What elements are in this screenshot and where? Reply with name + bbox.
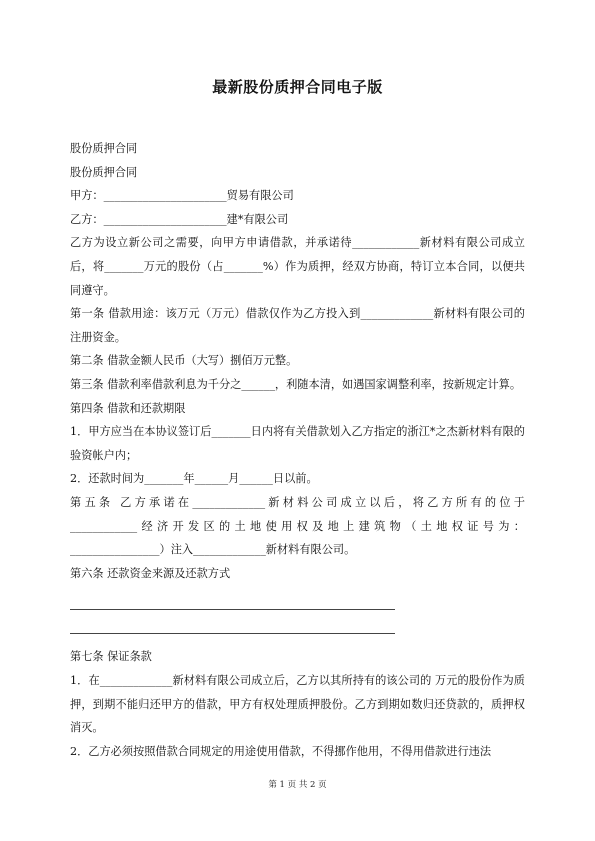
article-3-paragraph: 第三条 借款利率借款利息为千分之______，利随本清，如遇国家调整利率，按新规定计算。 bbox=[70, 377, 522, 391]
blank-fill-line bbox=[70, 585, 395, 610]
party-a-line: 甲方：______________________贸易有限公司 bbox=[70, 189, 294, 203]
article-2-paragraph: 第二条 借款金额人民币（大写）捌佰万元整。 bbox=[70, 354, 298, 368]
article-5-line-3: ________________）注入_____________新材料有限公司。 bbox=[70, 543, 356, 557]
article-5-line-2: ____________经济开发区的土地使用权及地上建筑物（土地权证号为： bbox=[70, 519, 525, 533]
article-4-item-1: 1．甲方应当在本协议签订后_______日内将有关借款划入乙方指定的浙江*之杰新材料有限的验资帐户内； bbox=[70, 425, 525, 462]
contract-heading: 股份质押合同 bbox=[70, 142, 138, 155]
article-4-heading: 第四条 借款和还款期限 bbox=[70, 401, 186, 415]
document-body bbox=[70, 137, 525, 763]
preamble-paragraph: 乙方为设立新公司之需要，向甲方申请借款，并承诺待____________新材料有限公司成立后，将_______万元的股份（占_______%）作为质押，经双方协商，特订立本合同，以便共同遵守。 bbox=[70, 236, 525, 297]
party-b-line: 乙方：______________________建*有限公司 bbox=[70, 212, 289, 226]
article-1-paragraph: 第一条 借款用途：该万元（万元）借款仅作为乙方投入到_____________新材料有限公司的注册资金。 bbox=[70, 307, 525, 344]
article-5-line-1: 第五条 乙方承诺在_____________新材料公司成立以后，将乙方所有的位于 bbox=[70, 495, 525, 509]
article-7-item-1: 1．在_____________新材料有限公司成立后，乙方以其所持有的该公司的 万元的股份作为质押，到期不能归还甲方的借款，甲方有权处理质押股份。乙方到期如数归还贷款的，质押权消灭。 bbox=[70, 674, 525, 735]
document-title: 最新股份质押合同电子版 bbox=[212, 78, 383, 96]
spacer bbox=[70, 634, 525, 645]
page-number: 第 1 页 共 2 页 bbox=[268, 780, 327, 790]
article-4-item-2: 2．还款时间为_______年______月______日以前。 bbox=[70, 472, 318, 486]
contract-subheading: 股份质押合同 bbox=[70, 165, 138, 179]
article-7-item-2: 2．乙方必须按照借款合同规定的用途使用借款，不得挪作他用，不得用借款进行违法 bbox=[70, 744, 492, 758]
article-7-heading: 第七条 保证条款 bbox=[70, 650, 152, 664]
blank-fill-line bbox=[70, 610, 395, 635]
article-6-heading: 第六条 还款资金来源及还款方式 bbox=[70, 566, 231, 580]
